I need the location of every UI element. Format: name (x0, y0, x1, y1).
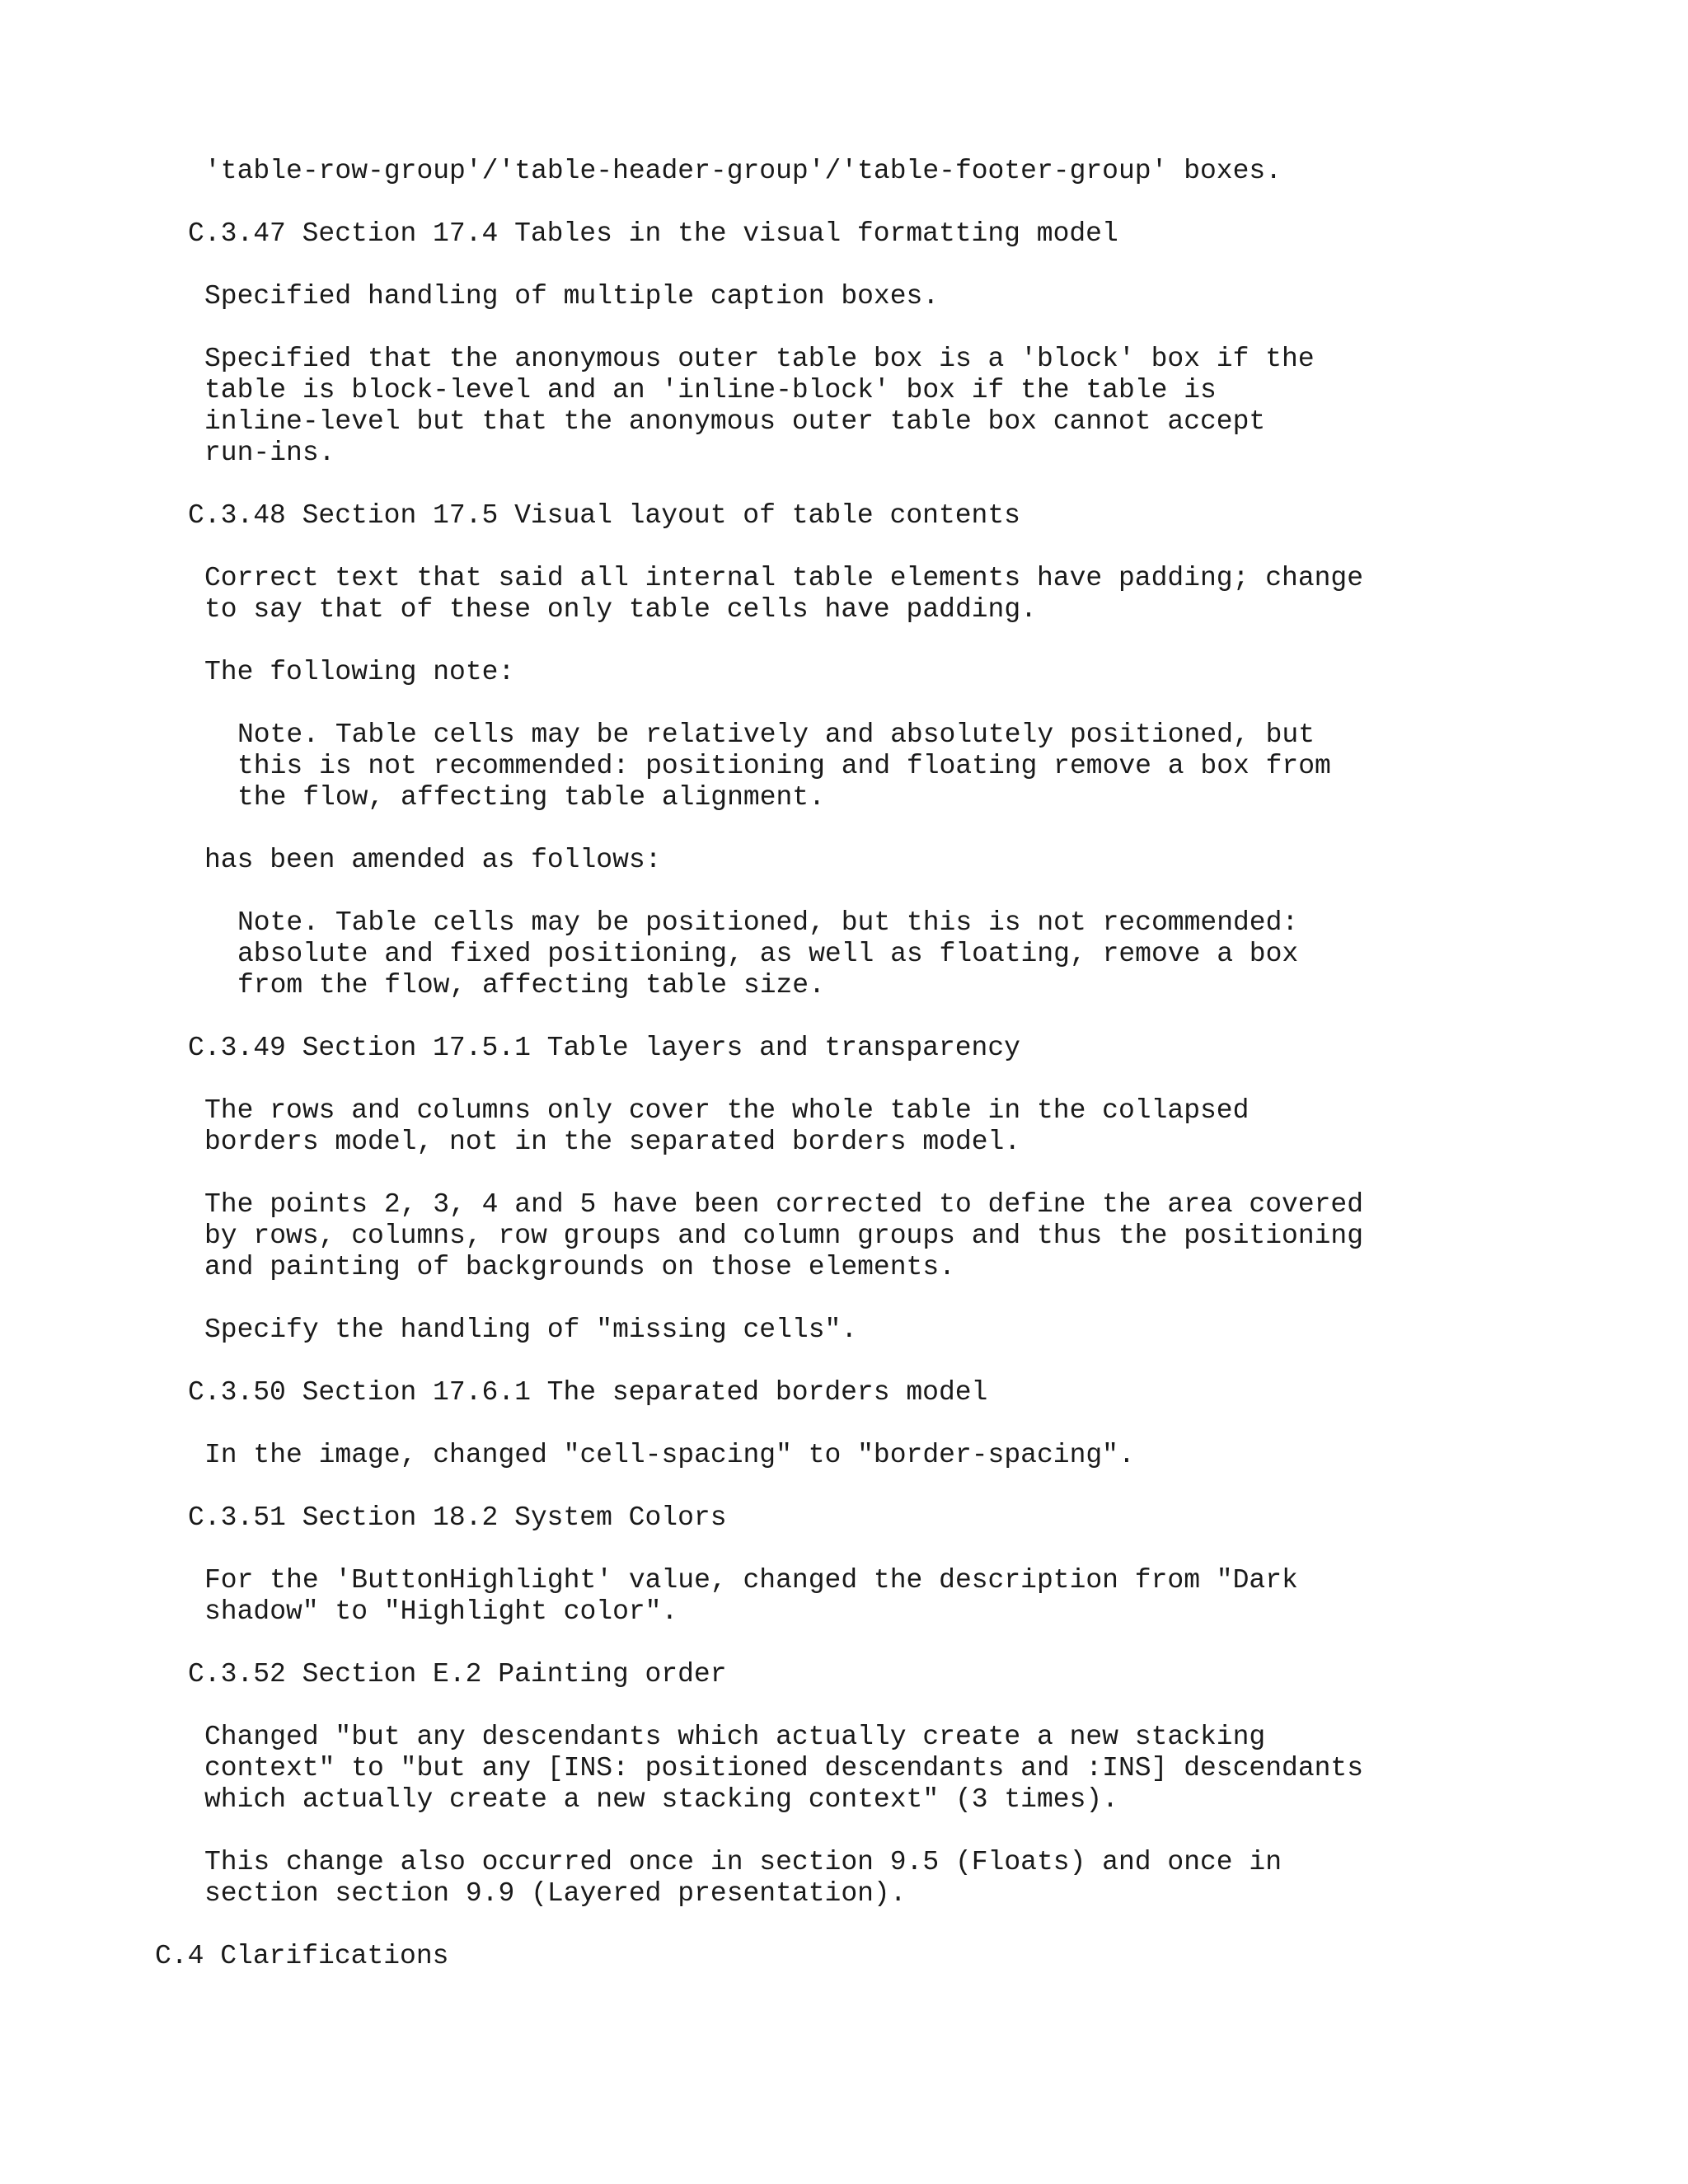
paragraph-line: The points 2, 3, 4 and 5 have been corrected to define the area covered (204, 1189, 1364, 1220)
paragraph-line: The following note: (204, 657, 515, 687)
paragraph-line: inline-level but that the anonymous outer table box cannot accept (204, 406, 1266, 437)
text-line: 'table-row-group'/'table-header-group'/'table-footer-group' boxes. (204, 156, 1282, 186)
paragraph-line: For the 'ButtonHighlight' value, changed the description from "Dark (204, 1565, 1298, 1596)
paragraph-line: and painting of backgrounds on those elements. (204, 1252, 955, 1282)
section-heading: C.3.50 Section 17.6.1 The separated borders model (188, 1377, 988, 1408)
note-line: from the flow, affecting table size. (237, 970, 825, 1001)
paragraph-line: borders model, not in the separated borders model. (204, 1127, 1021, 1157)
section-heading: C.3.51 Section 18.2 System Colors (188, 1502, 727, 1533)
section-heading: C.3.49 Section 17.5.1 Table layers and transparency (188, 1033, 1020, 1063)
paragraph-line: The rows and columns only cover the whole table in the collapsed (204, 1095, 1250, 1126)
paragraph-line: table is block-level and an 'inline-block' box if the table is (204, 375, 1217, 405)
note-line: Note. Table cells may be positioned, but this is not recommended: (237, 907, 1299, 938)
section-heading: C.3.47 Section 17.4 Tables in the visual formatting model (188, 218, 1118, 249)
paragraph-line: which actually create a new stacking context" (3 times). (204, 1784, 1118, 1815)
paragraph-line: to say that of these only table cells have padding. (204, 594, 1037, 625)
note-line: this is not recommended: positioning and floating remove a box from (237, 751, 1331, 781)
paragraph-line: In the image, changed "cell-spacing" to "border-spacing". (204, 1440, 1135, 1470)
paragraph-line: has been amended as follows: (204, 845, 662, 875)
paragraph-line: Changed "but any descendants which actually create a new stacking (204, 1722, 1266, 1752)
note-line: the flow, affecting table alignment. (237, 782, 825, 813)
paragraph-line: Specified that the anonymous outer table box is a 'block' box if the (204, 344, 1315, 374)
paragraph-line: run-ins. (204, 438, 335, 468)
paragraph-line: section section 9.9 (Layered presentation). (204, 1878, 907, 1909)
note-line: absolute and fixed positioning, as well as floating, remove a box (237, 939, 1299, 969)
paragraph-line: shadow" to "Highlight color". (204, 1596, 678, 1627)
paragraph-line: context" to "but any [INS: positioned descendants and :INS] descendants (204, 1753, 1364, 1783)
paragraph-line: Specified handling of multiple caption boxes. (204, 281, 940, 312)
paragraph-line: Specify the handling of "missing cells". (204, 1315, 858, 1345)
paragraph-line: This change also occurred once in section 9.5 (Floats) and once in (204, 1847, 1282, 1877)
paragraph-line: by rows, columns, row groups and column groups and thus the positioning (204, 1221, 1364, 1251)
paragraph-line: Correct text that said all internal table elements have padding; change (204, 563, 1364, 593)
section-heading: C.3.48 Section 17.5 Visual layout of table contents (188, 500, 1020, 531)
chapter-heading: C.4 Clarifications (155, 1941, 449, 1971)
note-line: Note. Table cells may be relatively and absolutely positioned, but (237, 719, 1315, 750)
section-heading: C.3.52 Section E.2 Painting order (188, 1659, 727, 1690)
